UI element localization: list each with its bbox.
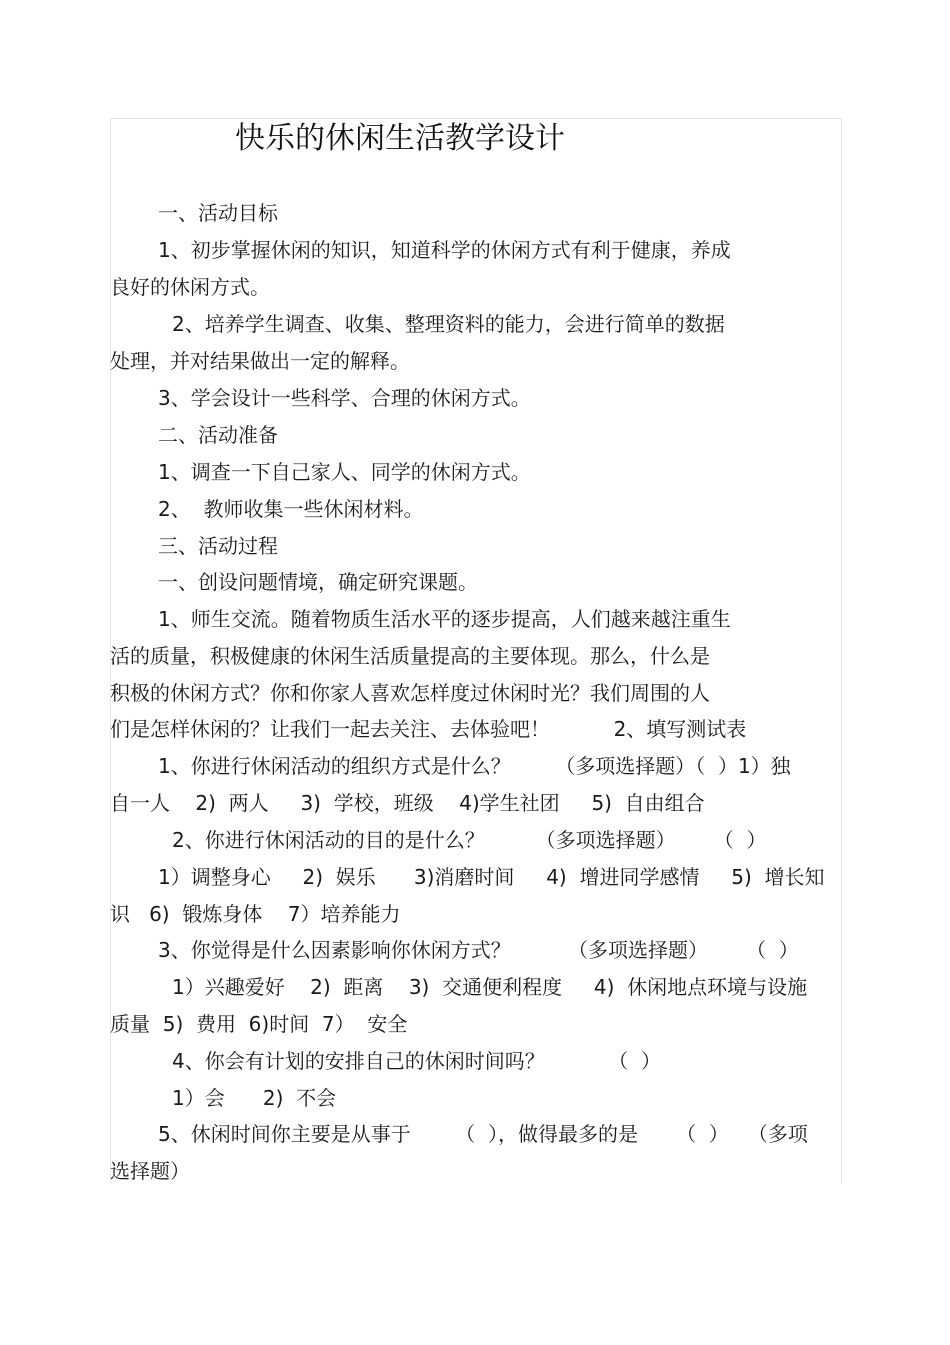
- paragraph-line: 活的质量，积极健康的休闲生活质量提高的主要体现。那么，什么是: [110, 644, 710, 668]
- paragraph-line: 处理，并对结果做出一定的解释。: [110, 349, 410, 373]
- paragraph-line: 1、初步掌握休闲的知识，知道科学的休闲方式有利于健康，养成: [158, 238, 731, 262]
- question-line: 1、你进行休闲活动的组织方式是什么？ （多项选择题）（ ）1）独: [158, 754, 791, 778]
- paragraph-line: 3、学会设计一些科学、合理的休闲方式。: [158, 386, 531, 410]
- question-line: 3、你觉得是什么因素影响你休闲方式？ （多项选择题） （ ）: [158, 938, 799, 962]
- options-line: 质量 5) 费用 6)时间 7） 安全: [110, 1012, 408, 1036]
- paragraph-line: 积极的休闲方式？你和你家人喜欢怎样度过休闲时光？我们周围的人: [110, 681, 710, 705]
- question-line: 2、你进行休闲活动的目的是什么？ （多项选择题） （ ）: [172, 828, 767, 852]
- paragraph-line: 良好的休闲方式。: [110, 275, 270, 299]
- paragraph-line: 一、创设问题情境，确定研究课题。: [158, 570, 478, 594]
- paragraph-line: 2、培养学生调查、收集、整理资料的能力，会进行简单的数据: [172, 312, 725, 336]
- options-line: 1）调整身心 2) 娱乐 3)消磨时间 4) 增进同学感情 5) 增长知: [158, 865, 825, 889]
- paragraph-line: 1、调查一下自己家人、同学的休闲方式。: [158, 460, 531, 484]
- paragraph-line: 1、师生交流。随着物质生活水平的逐步提高，人们越来越注重生: [158, 607, 731, 631]
- options-line: 1）兴趣爱好 2) 距离 3) 交通便利程度 4) 休闲地点环境与设施: [172, 975, 808, 999]
- paragraph-line: 2、 教师收集一些休闲材料。: [158, 497, 424, 521]
- question-line: 5、休闲时间你主要是从事于 （ ），做得最多的是 （ ） （多项: [158, 1122, 808, 1146]
- options-line: 自一人 2) 两人 3) 学校，班级 4)学生社团 5) 自由组合: [110, 791, 705, 815]
- section-heading-goals: 一、活动目标: [158, 201, 278, 225]
- question-line: 选择题）: [110, 1159, 190, 1183]
- options-line: 识 6) 锻炼身体 7）培养能力: [110, 902, 401, 926]
- question-line: 4、你会有计划的安排自己的休闲时间吗？ （ ）: [172, 1049, 662, 1073]
- paragraph-line: 们是怎样休闲的？让我们一起去关注、去体验吧！ 2、填写测试表: [110, 717, 747, 741]
- section-heading-preparation: 二、活动准备: [158, 423, 278, 447]
- document-title: 快乐的休闲生活教学设计: [235, 121, 565, 156]
- options-line: 1）会 2) 不会: [172, 1086, 337, 1110]
- section-heading-process: 三、活动过程: [158, 534, 278, 558]
